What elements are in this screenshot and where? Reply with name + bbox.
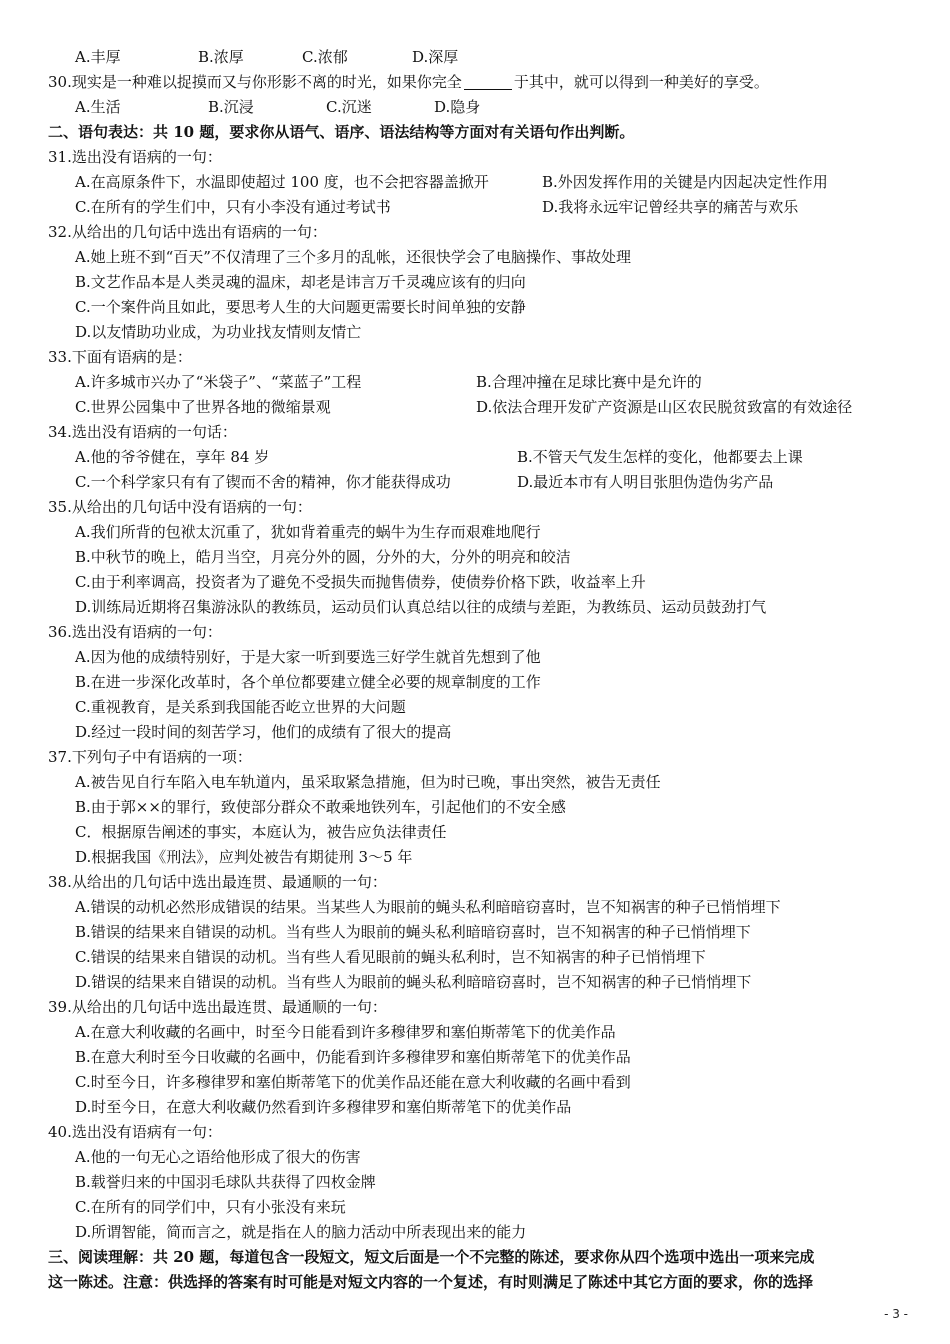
q37-option-c: C．根据原告阐述的事实，本庭认为，被告应负法律责任 bbox=[75, 823, 447, 841]
q31-option-b: B.外因发挥作用的关键是内因起决定性作用 bbox=[542, 173, 828, 191]
q39-option-d: D.时至今日，在意大利收藏仍然看到许多穆律罗和塞伯斯蒂笔下的优美作品 bbox=[75, 1098, 572, 1116]
q33-option-a: A.许多城市兴办了“米袋子”、“菜蓝子”工程 bbox=[75, 373, 362, 391]
q36-stem: 36.选出没有语病的一句： bbox=[48, 623, 222, 641]
q31-option-c: C.在所有的学生们中，只有小李没有通过考试书 bbox=[75, 198, 391, 216]
q29-option-c: C.浓郁 bbox=[302, 48, 348, 66]
q33-option-d: D.依法合理开发矿产资源是山区农民脱贫致富的有效途径 bbox=[476, 398, 853, 416]
q38-option-d: D.错误的结果来自错误的动机。当有些人为眼前的蝇头私利暗暗窃喜时，岂不知祸害的种子已悄悄埋下 bbox=[75, 973, 752, 991]
q30-option-b: B.沉浸 bbox=[208, 98, 254, 116]
q30-option-c: C.沉迷 bbox=[326, 98, 372, 116]
section-2-heading: 二、语句表达：共 10 题，要求你从语气、语序、语法结构等方面对有关语句作出判断。 bbox=[48, 123, 635, 141]
section-3-heading-line-2: 这一陈述。注意：供选择的答案有时可能是对短文内容的一个复述，有时则满足了陈述中其它方面的要求，你的选择 bbox=[48, 1273, 814, 1291]
q38-option-b: B.错误的结果来自错误的动机。当有些人为眼前的蝇头私利暗暗窃喜时，岂不知祸害的种子已悄悄埋下 bbox=[75, 923, 751, 941]
q40-stem: 40.选出没有语病有一句： bbox=[48, 1123, 222, 1141]
q40-option-d: D.所谓智能，简而言之，就是指在人的脑力活动中所表现出来的能力 bbox=[75, 1223, 527, 1241]
q37-option-b: B.由于郭××的罪行，致使部分群众不敢乘地铁列车，引起他们的不安全感 bbox=[75, 798, 566, 816]
q35-option-b: B.中秋节的晚上，皓月当空，月亮分外的圆，分外的大，分外的明亮和皎洁 bbox=[75, 548, 571, 566]
page-number: - 3 - bbox=[884, 1307, 908, 1321]
q40-option-b: B.载誉归来的中国羽毛球队共获得了四枚金牌 bbox=[75, 1173, 376, 1191]
q34-row-2 bbox=[75, 470, 773, 495]
q29-option-a: A.丰厚 bbox=[75, 48, 121, 66]
q29-options bbox=[75, 45, 458, 70]
q40-option-c: C.在所有的同学们中，只有小张没有来玩 bbox=[75, 1198, 346, 1216]
q35-option-c: C.由于利率调高，投资者为了避免不受损失而抛售债券，使债券价格下跌，收益率上升 bbox=[75, 573, 646, 591]
q30-stem bbox=[48, 70, 769, 95]
q39-option-a: A.在意大利收藏的名画中，时至今日能看到许多穆律罗和塞伯斯蒂笔下的优美作品 bbox=[75, 1023, 616, 1041]
q31-option-a: A.在高原条件下，水温即使超过 100 度，也不会把容器盖掀开 bbox=[75, 173, 489, 191]
q36-option-d: D.经过一段时间的刻苦学习，他们的成绩有了很大的提高 bbox=[75, 723, 452, 741]
q34-option-d: D.最近本市有人明目张胆伪造伪劣产品 bbox=[517, 473, 774, 491]
q30-option-d: D.隐身 bbox=[434, 98, 481, 116]
q38-option-c: C.错误的结果来自错误的动机。当有些人看见眼前的蝇头私利时，岂不知祸害的种子已悄悄埋下 bbox=[75, 948, 706, 966]
q33-stem: 33.下面有语病的是： bbox=[48, 348, 192, 366]
q34-row-1 bbox=[75, 445, 803, 470]
q30-stem-pre: 30.现实是一种难以捉摸而又与你形影不离的时光，如果你完全 bbox=[48, 73, 462, 91]
q34-option-b: B.不管天气发生怎样的变化，他都要去上课 bbox=[517, 448, 803, 466]
q36-option-c: C.重视教育，是关系到我国能否屹立世界的大问题 bbox=[75, 698, 406, 716]
q34-option-a: A.他的爷爷健在，享年 84 岁 bbox=[75, 448, 270, 466]
q37-stem: 37.下列句子中有语病的一项： bbox=[48, 748, 252, 766]
q36-option-a: A.因为他的成绩特别好，于是大家一听到要选三好学生就首先想到了他 bbox=[75, 648, 541, 666]
q38-option-a: A.错误的动机必然形成错误的结果。当某些人为眼前的蝇头私利暗暗窃喜时，岂不知祸害的种子已悄悄埋下 bbox=[75, 898, 781, 916]
q32-stem: 32.从给出的几句话中选出有语病的一句： bbox=[48, 223, 327, 241]
q32-option-c: C.一个案件尚且如此，要思考人生的大问题更需要长时间单独的安静 bbox=[75, 298, 526, 316]
section-3-heading-line-1: 三、阅读理解：共 20 题，每道包含一段短文，短文后面是一个不完整的陈述，要求你从四个选项中选出一项来完成 bbox=[48, 1248, 815, 1266]
q34-stem: 34.选出没有语病的一句话： bbox=[48, 423, 237, 441]
q30-options bbox=[75, 95, 480, 120]
q34-option-c: C.一个科学家只有有了锲而不舍的精神，你才能获得成功 bbox=[75, 473, 451, 491]
q33-row-2 bbox=[75, 395, 852, 420]
q37-option-d: D.根据我国《刑法》，应判处被告有期徒刑 3～5 年 bbox=[75, 848, 413, 866]
q31-row-2 bbox=[75, 195, 798, 220]
q36-option-b: B.在进一步深化改革时，各个单位都要建立健全必要的规章制度的工作 bbox=[75, 673, 541, 691]
q29-option-b: B.浓厚 bbox=[198, 48, 244, 66]
q39-option-c: C.时至今日，许多穆律罗和塞伯斯蒂笔下的优美作品还能在意大利收藏的名画中看到 bbox=[75, 1073, 631, 1091]
q30-option-a: A.生活 bbox=[75, 98, 121, 116]
q32-option-d: D.以友情助功业成，为功业找友情则友情亡 bbox=[75, 323, 362, 341]
q39-option-b: B.在意大利时至今日收藏的名画中，仍能看到许多穆律罗和塞伯斯蒂笔下的优美作品 bbox=[75, 1048, 631, 1066]
q35-option-d: D.训练局近期将召集游泳队的教练员，运动员们认真总结以往的成绩与差距，为教练员、运动员鼓劲打气 bbox=[75, 598, 767, 616]
q35-stem: 35.从给出的几句话中没有语病的一句： bbox=[48, 498, 312, 516]
q30-stem-post: 于其中，就可以得到一种美好的享受。 bbox=[513, 73, 769, 91]
q32-option-a: A.她上班不到“百天”不仅清理了三个多月的乱帐，还很快学会了电脑操作、事故处理 bbox=[75, 248, 631, 266]
q35-option-a: A.我们所背的包袱太沉重了，犹如背着重壳的蜗牛为生存而艰难地爬行 bbox=[75, 523, 541, 541]
q37-option-a: A.被告见自行车陷入电车轨道内，虽采取紧急措施，但为时已晚，事出突然，被告无责任 bbox=[75, 773, 661, 791]
q32-option-b: B.文艺作品本是人类灵魂的温床，却老是讳言万千灵魂应该有的归向 bbox=[75, 273, 526, 291]
q33-row-1 bbox=[75, 370, 702, 395]
q33-option-b: B.合理冲撞在足球比赛中是允许的 bbox=[476, 373, 702, 391]
q39-stem: 39.从给出的几句话中选出最连贯、最通顺的一句： bbox=[48, 998, 387, 1016]
q31-row-1 bbox=[75, 170, 828, 195]
q30-blank bbox=[464, 88, 512, 90]
q31-stem: 31.选出没有语病的一句： bbox=[48, 148, 222, 166]
q40-option-a: A.他的一句无心之语给他形成了很大的伤害 bbox=[75, 1148, 361, 1166]
q33-option-c: C.世界公园集中了世界各地的微缩景观 bbox=[75, 398, 331, 416]
q38-stem: 38.从给出的几句话中选出最连贯、最通顺的一句： bbox=[48, 873, 387, 891]
q29-option-d: D.深厚 bbox=[412, 48, 459, 66]
q31-option-d: D.我将永远牢记曾经共享的痛苦与欢乐 bbox=[542, 198, 799, 216]
